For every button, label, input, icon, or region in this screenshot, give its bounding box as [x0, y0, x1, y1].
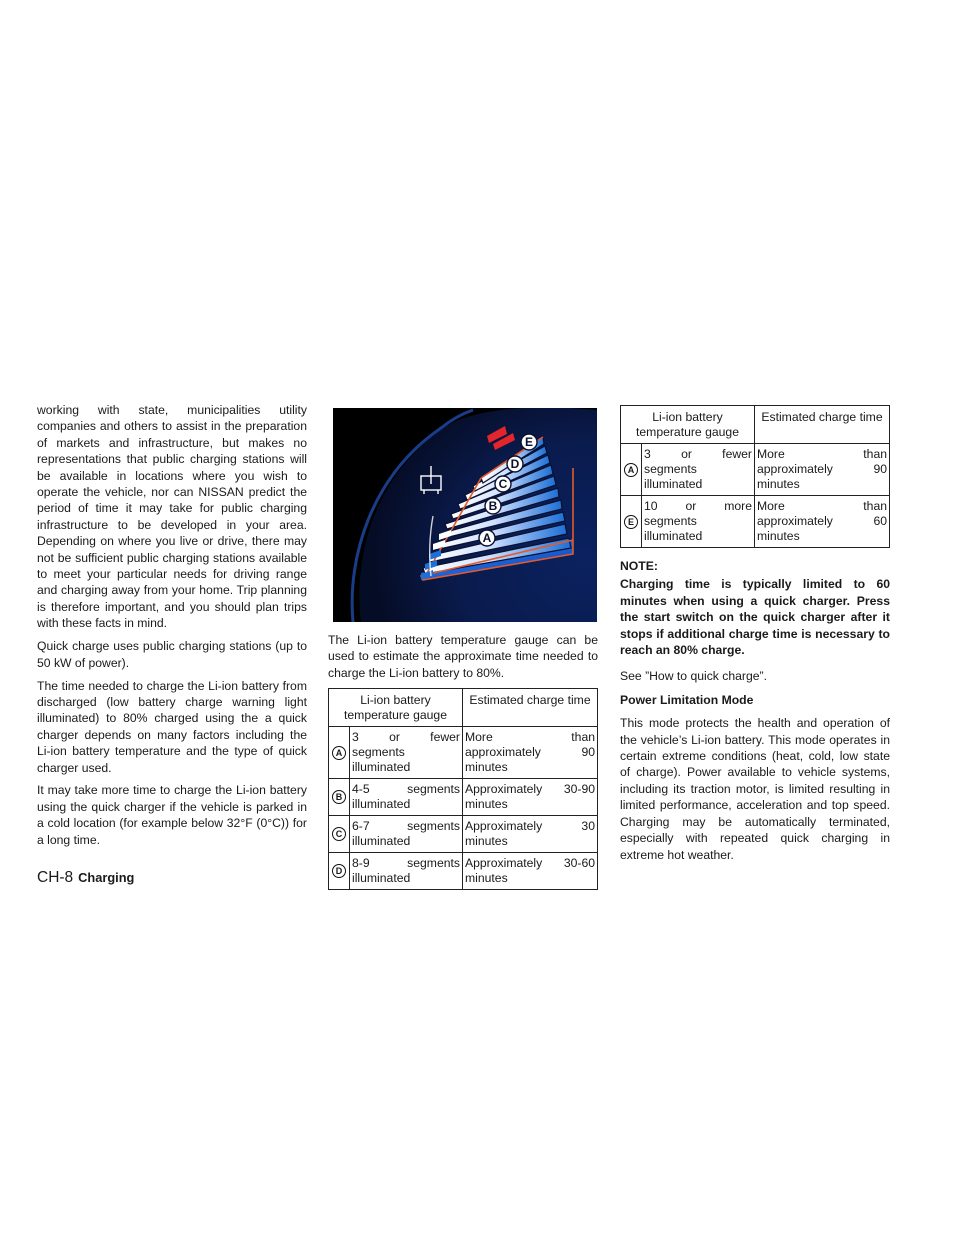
- note-heading: NOTE:: [620, 559, 658, 573]
- svg-text:B: B: [488, 499, 498, 513]
- table-row: [621, 444, 890, 496]
- row-marker: A: [621, 444, 642, 496]
- paragraph: working with state, municipalities utility companies and others to assist in the preparation of markets and infrastructure, but makes no representations that public charging stations will be available in locations where you wish to operate the vehicle, nor can NISSAN predict the period of time it may take for public charging infrastructure to be developed in your area. Depending on where you live or drive, there may not be sufficient public charging stations available to meet your particular needs for driving range and charging away from your home. Trip planning is therefore important, and you should plan trips with these facts in mind.: [37, 403, 307, 631]
- row-marker: A: [329, 726, 350, 778]
- section-heading: Power Limitation Mode: [620, 692, 754, 707]
- row-marker: D: [329, 852, 350, 889]
- gauge-cell: 10 or more segments illuminated: [642, 496, 755, 548]
- svg-text:A: A: [482, 531, 492, 545]
- gauge-cell: 3 or fewer segments illuminated: [642, 444, 755, 496]
- svg-text:D: D: [510, 457, 520, 471]
- charge-time-table-1: [328, 688, 598, 890]
- time-cell: Approximately 30-90 minutes: [463, 778, 598, 815]
- page-footer: [37, 868, 134, 888]
- callout-c: [495, 476, 511, 492]
- row-marker: C: [329, 815, 350, 852]
- table-header-row: [621, 406, 890, 444]
- time-cell: More than approximately 60 minutes: [755, 496, 890, 548]
- callout-b: [485, 498, 501, 514]
- table-header-row: [329, 688, 598, 726]
- table-intro: The Li-ion battery temperature gauge can be used to estimate the approximate time needed to charge the Li-ion battery to 80%.: [328, 633, 598, 680]
- header-time: Estimated charge time: [463, 688, 598, 726]
- charge-time-table-2: [620, 405, 890, 548]
- paragraph: The time needed to charge the Li-ion battery from discharged (low battery charge warning light illuminated) to 80% charged using the a quick charger depends on many factors including the Li-ion battery temperature and the type of quick charger used.: [37, 678, 307, 775]
- note-text: Charging time is typically limited to 60 minutes when using a quick charger. Press the start switch on the quick charger after it stops if additional charge time is necessary to reach an 80% charge.: [620, 577, 890, 658]
- svg-text:C: C: [498, 477, 508, 491]
- row-marker: E: [621, 496, 642, 548]
- gauge-cell: 6-7 segments illuminated: [350, 815, 463, 852]
- paragraph: This mode protects the health and operation of the vehicle’s Li-ion battery. This mode operates in certain extreme conditions (heat, cold, low state of charge). Power available to vehicle systems, including its traction motor, is limited resulting in limited performance, acceleration and top speed. Charging may be automatically terminated, especially with repeated quick charging in extreme hot weather.: [620, 716, 890, 862]
- gauge-cell: 8-9 segments illuminated: [350, 852, 463, 889]
- header-time: Estimated charge time: [755, 406, 890, 444]
- left-column: [37, 402, 307, 855]
- page-number: CH-8: [37, 869, 74, 886]
- gauge-illustration: [333, 408, 597, 622]
- time-cell: Approximately 30 minutes: [463, 815, 598, 852]
- table-row: [621, 496, 890, 548]
- time-cell: More than approximately 90 minutes: [463, 726, 598, 778]
- right-column: [620, 405, 890, 869]
- time-cell: More than approximately 90 minutes: [755, 444, 890, 496]
- callout-e: [521, 434, 537, 450]
- svg-text:E: E: [524, 435, 534, 449]
- table-row: [329, 778, 598, 815]
- table-row: [329, 852, 598, 889]
- header-gauge: Li-ion battery temperature gauge: [621, 406, 755, 444]
- cross-reference: See ”How to quick charge”.: [620, 669, 767, 684]
- row-marker: B: [329, 778, 350, 815]
- callout-a: [479, 530, 495, 546]
- section-name: Charging: [78, 870, 135, 885]
- battery-temperature-gauge-figure: [333, 408, 597, 622]
- table-row: [329, 815, 598, 852]
- paragraph: Quick charge uses public charging stations (up to 50 kW of power).: [37, 639, 307, 670]
- time-cell: Approximately 30-60 minutes: [463, 852, 598, 889]
- gauge-cell: 4-5 segments illuminated: [350, 778, 463, 815]
- paragraph: It may take more time to charge the Li-ion battery using the quick charger if the vehicle is parked in a cold location (for example below 32°F (0°C)) for a long time.: [37, 783, 307, 847]
- middle-column: [328, 632, 598, 890]
- callout-d: [507, 456, 523, 472]
- header-gauge: Li-ion battery temperature gauge: [329, 688, 463, 726]
- table-row: [329, 726, 598, 778]
- gauge-cell: 3 or fewer segments illuminated: [350, 726, 463, 778]
